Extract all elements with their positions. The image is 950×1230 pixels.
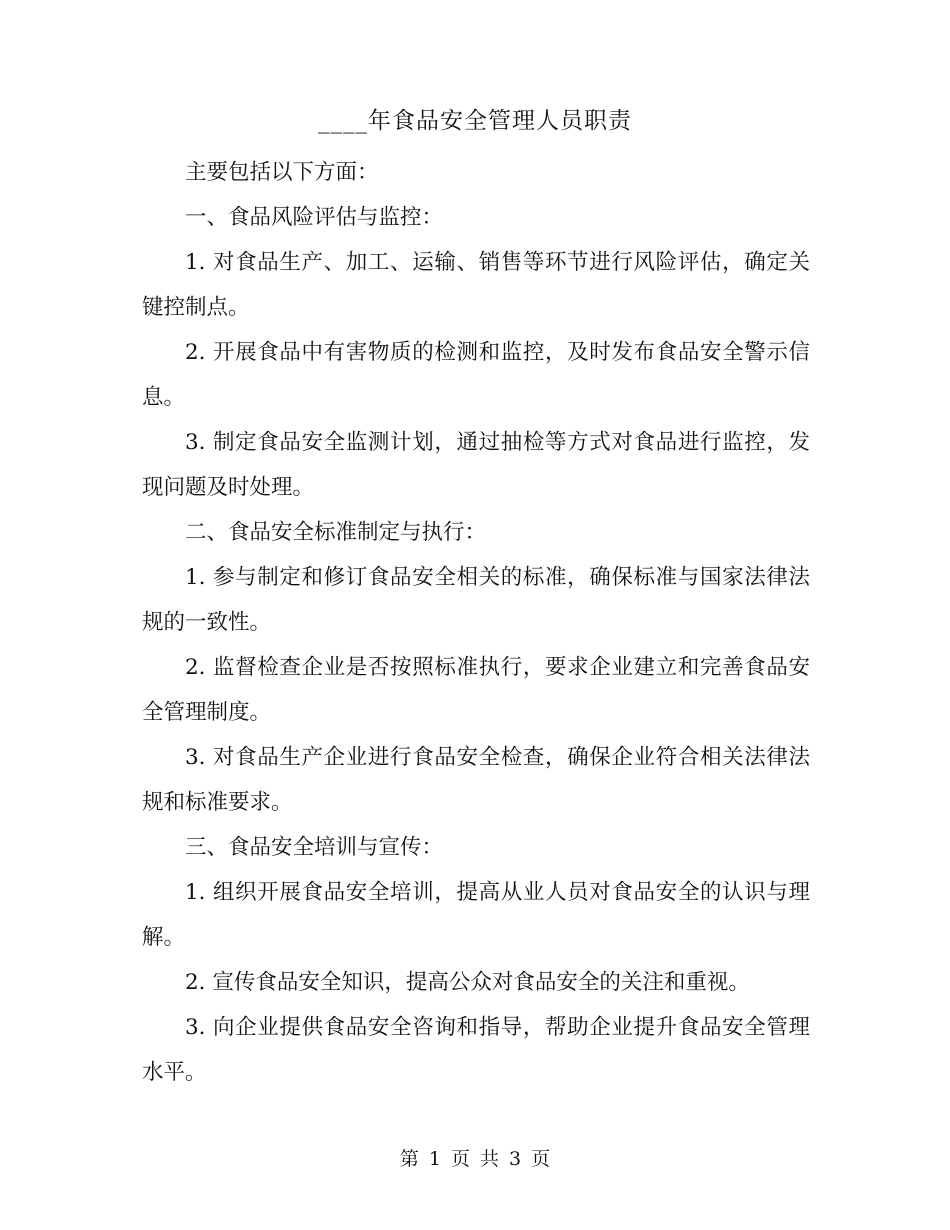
document-body xyxy=(142,150,810,1095)
section-heading-3: 三、食品安全培训与宣传： xyxy=(185,835,444,860)
list-item: 3. 对食品生产企业进行食品安全检查，确保企业符合相关法律法规和标准要求。 xyxy=(142,745,810,815)
list-item: 3. 制定食品安全监测计划，通过抽检等方式对食品进行监控，发现问题及时处理。 xyxy=(142,430,810,500)
intro-paragraph: 主要包括以下方面： xyxy=(185,160,379,185)
page-footer: 第 1 页 共 3 页 xyxy=(399,1148,551,1170)
list-item: 1. 对食品生产、加工、运输、销售等环节进行风险评估，确定关键控制点。 xyxy=(142,250,810,320)
list-item: 3. 向企业提供食品安全咨询和指导，帮助企业提升食品安全管理水平。 xyxy=(142,1015,810,1085)
list-item: 2. 开展食品中有害物质的检测和监控，及时发布食品安全警示信息。 xyxy=(142,340,810,410)
section-heading-1: 一、食品风险评估与监控： xyxy=(185,205,444,230)
list-item: 1. 组织开展食品安全培训，提高从业人员对食品安全的认识与理解。 xyxy=(142,880,810,950)
section-heading-2: 二、食品安全标准制定与执行： xyxy=(185,520,487,545)
document-title: ____年食品安全管理人员职责 xyxy=(318,108,632,134)
list-item: 1. 参与制定和修订食品安全相关的标准，确保标准与国家法律法规的一致性。 xyxy=(142,565,810,635)
list-item: 2. 宣传食品安全知识，提高公众对食品安全的关注和重视。 xyxy=(185,970,750,995)
list-item: 2. 监督检查企业是否按照标准执行，要求企业建立和完善食品安全管理制度。 xyxy=(142,655,810,725)
